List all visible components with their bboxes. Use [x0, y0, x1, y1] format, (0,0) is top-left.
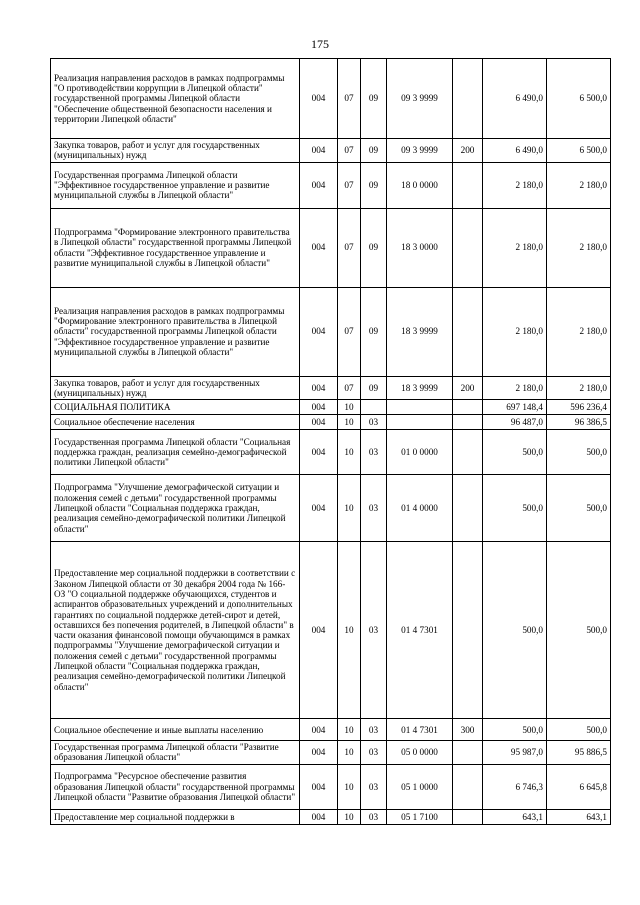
target-article-code: 18 3 9999: [387, 376, 453, 400]
row-name: Подпрограмма "Ресурсное обеспечение развития образования Липецкой области" государственной программы Липецкой области "Развитие образования Липецкой области": [51, 764, 300, 809]
subsection-code: 09: [361, 208, 387, 287]
ved-code: 004: [300, 542, 338, 719]
target-article-code: [387, 415, 453, 430]
section-code: 07: [338, 139, 361, 163]
ved-code: 004: [300, 287, 338, 376]
page-number: 175: [311, 37, 329, 51]
expense-type-code: 300: [453, 719, 483, 741]
expense-type-code: [453, 59, 483, 139]
row-name: Государственная программа Липецкой области "Эффективное государственное управление и развитие муниципальной службы в Липецкой области": [51, 162, 300, 208]
amount-year-2: 596 236,4: [547, 400, 611, 415]
target-article-code: 18 3 0000: [387, 208, 453, 287]
subsection-code: 03: [361, 430, 387, 475]
row-name: Предоставление мер социальной поддержки в: [51, 809, 300, 824]
section-code: 07: [338, 376, 361, 400]
section-code: 10: [338, 475, 361, 542]
section-code: 10: [338, 415, 361, 430]
row-name: Закупка товаров, работ и услуг для государственных (муниципальных) нужд: [51, 139, 300, 163]
expense-type-code: [453, 741, 483, 765]
amount-year-1: 2 180,0: [483, 208, 547, 287]
section-code: 10: [338, 542, 361, 719]
row-name: Подпрограмма "Формирование электронного правительства в Липецкой области" государственной программы Липецкой области "Эффективное государственное управление и развитие муниципальной службы в Липецкой области": [51, 208, 300, 287]
table-row: [51, 400, 611, 415]
amount-year-1: 500,0: [483, 542, 547, 719]
section-code: 07: [338, 208, 361, 287]
target-article-code: 01 0 0000: [387, 430, 453, 475]
table-row: [51, 764, 611, 809]
section-code: 10: [338, 430, 361, 475]
amount-year-2: 6 500,0: [547, 59, 611, 139]
amount-year-1: 6 490,0: [483, 59, 547, 139]
section-code: 10: [338, 741, 361, 765]
expense-type-code: 200: [453, 139, 483, 163]
subsection-code: 03: [361, 475, 387, 542]
row-name: Реализация направления расходов в рамках подпрограммы "О противодействии коррупции в Липецкой области" государственной программы Липецкой области "Обеспечение общественной безопасности населения и территории Липецкой области": [51, 59, 300, 139]
subsection-code: [361, 400, 387, 415]
row-name: Предоставление мер социальной поддержки в соответствии с Законом Липецкой области от 30 декабря 2004 года № 166-ОЗ "О социальной поддержке обучающихся, студентов и аспирантов образовательных учреждений и дополнительных гарантиях по социальной поддержке детей-сирот и детей, оставшихся без попечения родителей, в Липецкой области" в части оказания финансовой помощи обучающимся в рамках подпрограммы "Улучшение демографической ситуации и положения семей с детьми" государственной программы Липецкой области "Социальная поддержка граждан, реализация семейно-демографической политики Липецкой области": [51, 542, 300, 719]
amount-year-1: 96 487,0: [483, 415, 547, 430]
amount-year-2: 2 180,0: [547, 376, 611, 400]
expense-type-code: [453, 430, 483, 475]
expense-type-code: [453, 415, 483, 430]
amount-year-2: 6 645,8: [547, 764, 611, 809]
table-row: [51, 139, 611, 163]
subsection-code: 09: [361, 287, 387, 376]
ved-code: 004: [300, 59, 338, 139]
amount-year-1: 2 180,0: [483, 287, 547, 376]
subsection-code: 03: [361, 719, 387, 741]
ved-code: 004: [300, 475, 338, 542]
budget-table: [50, 58, 611, 825]
expense-type-code: [453, 542, 483, 719]
amount-year-1: 643,1: [483, 809, 547, 824]
table-row: [51, 59, 611, 139]
row-name: СОЦИАЛЬНАЯ ПОЛИТИКА: [51, 400, 300, 415]
amount-year-2: 6 500,0: [547, 139, 611, 163]
expense-type-code: [453, 162, 483, 208]
ved-code: 004: [300, 741, 338, 765]
ved-code: 004: [300, 139, 338, 163]
table-row: [51, 542, 611, 719]
row-name: Государственная программа Липецкой области "Развитие образования Липецкой области": [51, 741, 300, 765]
amount-year-2: 2 180,0: [547, 208, 611, 287]
ved-code: 004: [300, 415, 338, 430]
expense-type-code: [453, 208, 483, 287]
amount-year-1: 95 987,0: [483, 741, 547, 765]
section-code: 10: [338, 400, 361, 415]
row-name: Закупка товаров, работ и услуг для государственных (муниципальных) нужд: [51, 376, 300, 400]
row-name: Государственная программа Липецкой области "Социальная поддержка граждан, реализация семейно-демографической политики Липецкой области": [51, 430, 300, 475]
table-row: [51, 430, 611, 475]
row-name: Реализация направления расходов в рамках подпрограммы "Формирование электронного правительства в Липецкой области" государственной программы Липецкой области "Эффективное государственное управление и развитие муниципальной службы в Липецкой области": [51, 287, 300, 376]
target-article-code: [387, 400, 453, 415]
ved-code: 004: [300, 719, 338, 741]
subsection-code: 03: [361, 741, 387, 765]
expense-type-code: 200: [453, 376, 483, 400]
ved-code: 004: [300, 764, 338, 809]
table-row: [51, 376, 611, 400]
subsection-code: 03: [361, 809, 387, 824]
amount-year-1: 500,0: [483, 475, 547, 542]
subsection-code: 03: [361, 764, 387, 809]
amount-year-1: 500,0: [483, 430, 547, 475]
target-article-code: 18 3 9999: [387, 287, 453, 376]
amount-year-2: 96 386,5: [547, 415, 611, 430]
row-name: Подпрограмма "Улучшение демографической ситуации и положения семей с детьми" государственной программы Липецкой области "Социальная поддержка граждан, реализация семейно-демографической политики Липецкой области": [51, 475, 300, 542]
target-article-code: 05 1 0000: [387, 764, 453, 809]
subsection-code: 09: [361, 376, 387, 400]
section-code: 07: [338, 162, 361, 208]
table-row: [51, 741, 611, 765]
target-article-code: 18 0 0000: [387, 162, 453, 208]
amount-year-2: 2 180,0: [547, 287, 611, 376]
expense-type-code: [453, 400, 483, 415]
amount-year-1: 2 180,0: [483, 376, 547, 400]
amount-year-2: 500,0: [547, 475, 611, 542]
ved-code: 004: [300, 400, 338, 415]
section-code: 10: [338, 719, 361, 741]
expense-type-code: [453, 475, 483, 542]
subsection-code: 09: [361, 162, 387, 208]
target-article-code: 09 3 9999: [387, 59, 453, 139]
table-row: [51, 719, 611, 741]
table-body: [51, 59, 611, 825]
amount-year-1: 6 490,0: [483, 139, 547, 163]
subsection-code: 03: [361, 415, 387, 430]
amount-year-2: 95 886,5: [547, 741, 611, 765]
amount-year-2: 643,1: [547, 809, 611, 824]
expense-type-code: [453, 809, 483, 824]
table-row: [51, 162, 611, 208]
amount-year-2: 500,0: [547, 430, 611, 475]
amount-year-1: 6 746,3: [483, 764, 547, 809]
ved-code: 004: [300, 809, 338, 824]
target-article-code: 05 1 7100: [387, 809, 453, 824]
table-row: [51, 415, 611, 430]
amount-year-2: 500,0: [547, 719, 611, 741]
table-row: [51, 809, 611, 824]
ved-code: 004: [300, 208, 338, 287]
subsection-code: 09: [361, 59, 387, 139]
amount-year-1: 2 180,0: [483, 162, 547, 208]
section-code: 07: [338, 287, 361, 376]
row-name: Социальное обеспечение населения: [51, 415, 300, 430]
amount-year-1: 697 148,4: [483, 400, 547, 415]
ved-code: 004: [300, 162, 338, 208]
section-code: 07: [338, 59, 361, 139]
amount-year-1: 500,0: [483, 719, 547, 741]
subsection-code: 03: [361, 542, 387, 719]
subsection-code: 09: [361, 139, 387, 163]
amount-year-2: 500,0: [547, 542, 611, 719]
amount-year-2: 2 180,0: [547, 162, 611, 208]
table-row: [51, 287, 611, 376]
target-article-code: 01 4 7301: [387, 719, 453, 741]
expense-type-code: [453, 287, 483, 376]
section-code: 10: [338, 809, 361, 824]
table-row: [51, 475, 611, 542]
target-article-code: 01 4 0000: [387, 475, 453, 542]
row-name: Социальное обеспечение и иные выплаты населению: [51, 719, 300, 741]
target-article-code: 05 0 0000: [387, 741, 453, 765]
section-code: 10: [338, 764, 361, 809]
target-article-code: 09 3 9999: [387, 139, 453, 163]
ved-code: 004: [300, 376, 338, 400]
table-row: [51, 208, 611, 287]
target-article-code: 01 4 7301: [387, 542, 453, 719]
expense-type-code: [453, 764, 483, 809]
ved-code: 004: [300, 430, 338, 475]
